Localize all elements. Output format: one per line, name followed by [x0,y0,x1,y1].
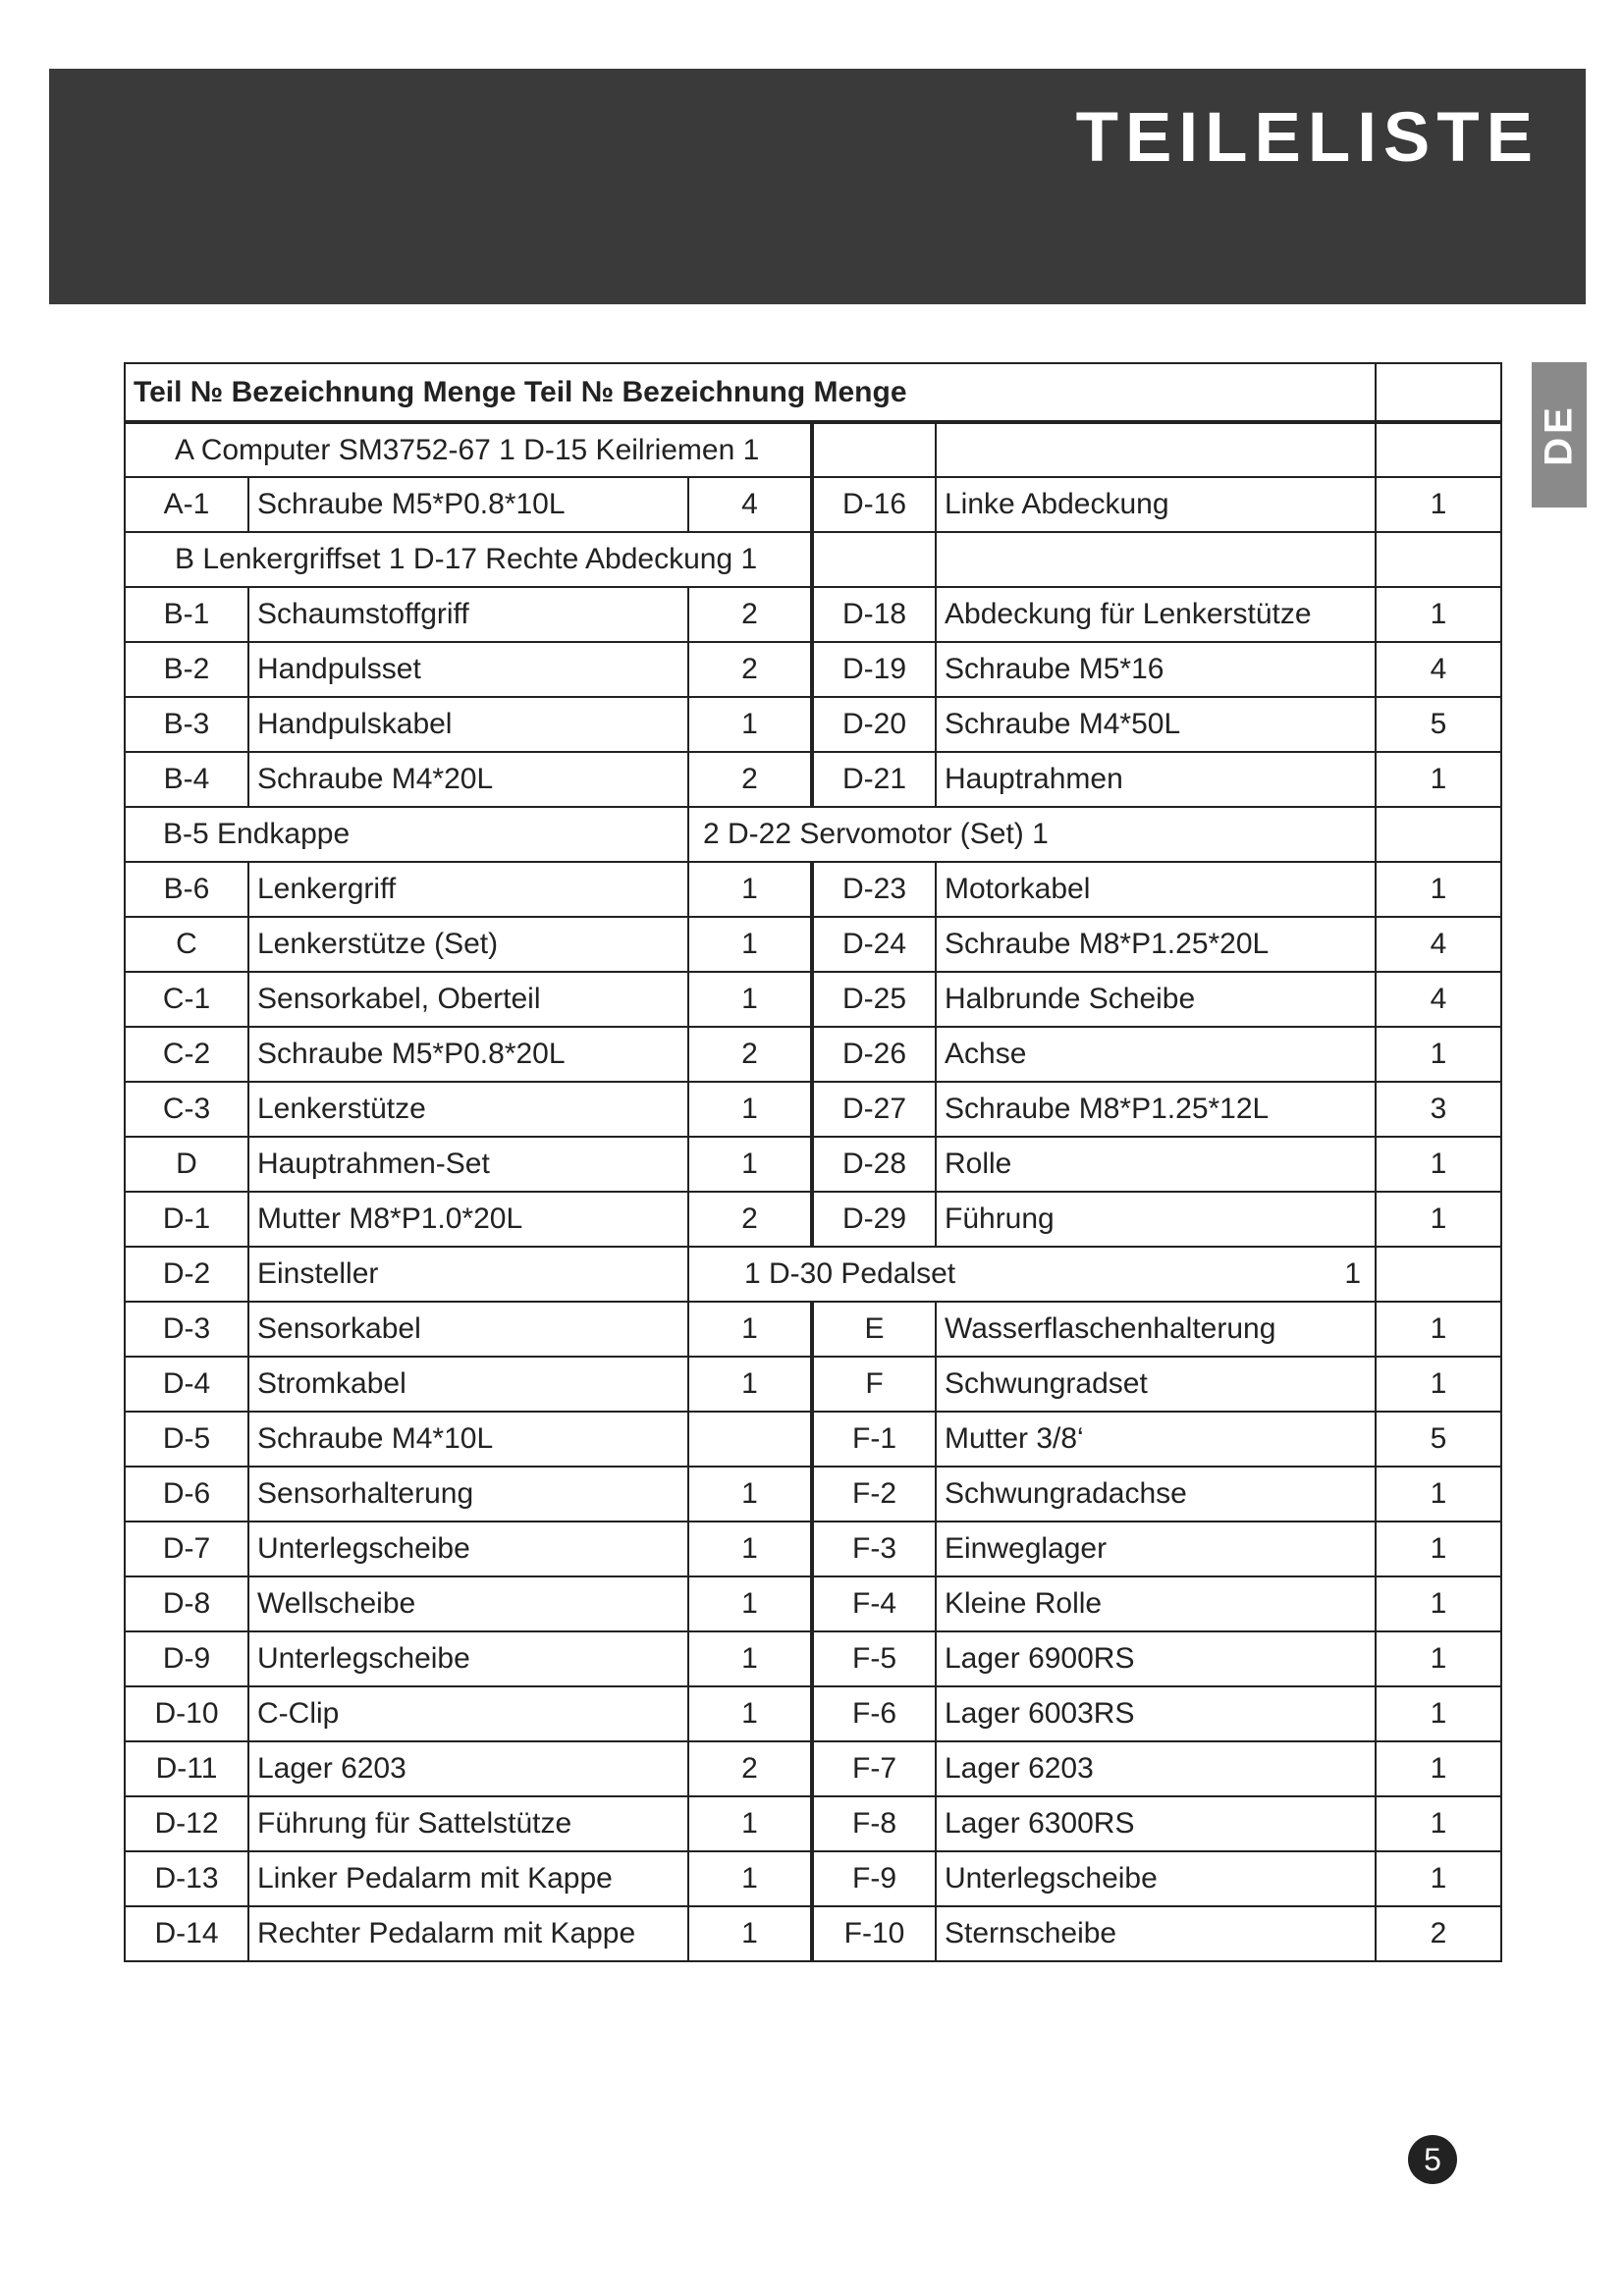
table-cell [1376,532,1501,587]
part-description: Unterlegscheibe [248,1522,688,1576]
part-number: D-23 [812,862,936,917]
part-description: Wasserflaschenhalterung [936,1302,1376,1357]
part-description: Schaumstoffgriff [248,587,688,642]
part-number: D-1 [125,1192,248,1247]
part-description: Lager 6203 [936,1741,1376,1796]
part-number: B-4 [125,752,248,807]
part-quantity: 1 [1376,1851,1501,1906]
table-merged-text: B Lenkergriffset 1 D-17 Rechte Abdeckung 1 [175,543,758,575]
table-merged-cell [688,807,1376,862]
table-merged-text: 1 D-30 Pedalset [744,1257,956,1290]
table-cell [1376,807,1501,862]
part-quantity: 5 [1376,1412,1501,1467]
part-description: Rolle [936,1137,1376,1192]
part-description: Schraube M5*P0.8*10L [248,477,688,532]
table-row [125,587,1501,642]
part-quantity: 1 [1376,1686,1501,1741]
part-quantity: 3 [1376,1082,1501,1137]
part-description: Sensorkabel, Oberteil [248,972,688,1027]
part-quantity: 1 [688,1631,812,1686]
part-quantity: 1 [1376,1357,1501,1412]
part-quantity: 1 [1376,1302,1501,1357]
part-number: D-18 [812,587,936,642]
part-number: D-19 [812,642,936,697]
table-row [125,1851,1501,1906]
part-number: D-11 [125,1741,248,1796]
table-row [125,532,1501,587]
part-description: Unterlegscheibe [248,1631,688,1686]
table-row [125,972,1501,1027]
table-cell [936,422,1376,477]
part-quantity: 1 [688,1357,812,1412]
part-number: D-6 [125,1467,248,1522]
part-number: D-28 [812,1137,936,1192]
part-number: B-6 [125,862,248,917]
table-row [125,917,1501,972]
table-row [125,1467,1501,1522]
part-description: Handpulskabel [248,697,688,752]
part-quantity: 1 [1376,1192,1501,1247]
part-description: Halbrunde Scheibe [936,972,1376,1027]
part-number: F-10 [812,1906,936,1961]
part-quantity: 1 [1376,1796,1501,1851]
part-number: D-2 [125,1247,248,1302]
part-number: F-7 [812,1741,936,1796]
part-number: D-12 [125,1796,248,1851]
table-cell [812,422,936,477]
table-row [125,1906,1501,1961]
part-description: Schraube M4*20L [248,752,688,807]
part-number: C-3 [125,1082,248,1137]
part-description: Handpulsset [248,642,688,697]
part-description: Kleine Rolle [936,1576,1376,1631]
page-number: 5 [1408,2135,1457,2184]
table-row [125,1686,1501,1741]
part-quantity: 2 [688,1741,812,1796]
table-row [125,1082,1501,1137]
table-row [125,697,1501,752]
part-number: F-9 [812,1851,936,1906]
part-description: Lager 6300RS [936,1796,1376,1851]
part-description: Stromkabel [248,1357,688,1412]
part-quantity: 1 [688,1906,812,1961]
part-description: Mutter 3/8‘ [936,1412,1376,1467]
part-quantity: 1 [688,1522,812,1576]
part-number: D-5 [125,1412,248,1467]
table-merged-text: A Computer SM3752-67 1 D-15 Keilriemen 1 [175,433,760,466]
part-number: B-3 [125,697,248,752]
part-quantity: 1 [1376,1522,1501,1576]
part-quantity: 1 [688,1576,812,1631]
part-description: Wellscheibe [248,1576,688,1631]
part-number: D-16 [812,477,936,532]
table-row [125,1522,1501,1576]
part-number: B-2 [125,642,248,697]
part-quantity: 1 [1376,1027,1501,1082]
part-quantity: 1 [688,1302,812,1357]
part-quantity: 2 [688,1192,812,1247]
part-quantity: 1 [688,1467,812,1522]
table-row [125,642,1501,697]
part-description: Führung [936,1192,1376,1247]
part-quantity: 1 [1376,1467,1501,1522]
part-number: C-2 [125,1027,248,1082]
part-number: E [812,1302,936,1357]
part-number: D-7 [125,1522,248,1576]
part-description: Sensorkabel [248,1302,688,1357]
part-description: Motorkabel [936,862,1376,917]
part-number: F-3 [812,1522,936,1576]
part-quantity: 1 [688,862,812,917]
part-description: C-Clip [248,1686,688,1741]
part-description: Einsteller [248,1247,688,1302]
part-quantity: 4 [1376,972,1501,1027]
part-number: D-9 [125,1631,248,1686]
part-number: D-14 [125,1906,248,1961]
table-cell [1376,1247,1501,1302]
part-number: D-13 [125,1851,248,1906]
part-number: B-1 [125,587,248,642]
part-number: D [125,1137,248,1192]
part-description: Lenkergriff [248,862,688,917]
table-row [125,1412,1501,1467]
part-description: Schraube M5*P0.8*20L [248,1027,688,1082]
part-quantity: 1 [688,1082,812,1137]
part-number: F-6 [812,1686,936,1741]
part-number: F-5 [812,1631,936,1686]
table-row [125,1357,1501,1412]
language-tab [1532,362,1587,507]
part-number: D-24 [812,917,936,972]
part-description: Einweglager [936,1522,1376,1576]
part-quantity: 1 [688,697,812,752]
part-description: Führung für Sattelstütze [248,1796,688,1851]
part-number: F-1 [812,1412,936,1467]
part-description: Linke Abdeckung [936,477,1376,532]
table-cell [1376,422,1501,477]
table-row [125,1741,1501,1796]
table-row [125,1796,1501,1851]
table-cell [936,532,1376,587]
part-description: Schwungradset [936,1357,1376,1412]
part-description: Sensorhalterung [248,1467,688,1522]
table-row [125,1247,1501,1302]
table-row [125,1192,1501,1247]
table-row [125,1302,1501,1357]
part-quantity: 1 [688,1137,812,1192]
part-description: Mutter M8*P1.0*20L [248,1192,688,1247]
table-row [125,1137,1501,1192]
part-quantity: 2 [688,642,812,697]
part-quantity: 1 [1376,1631,1501,1686]
part-description: Abdeckung für Lenkerstütze [936,587,1376,642]
part-number: D-29 [812,1192,936,1247]
part-quantity: 1 [1376,1137,1501,1192]
part-number: D-20 [812,697,936,752]
part-description: Lager 6003RS [936,1686,1376,1741]
part-quantity: 5 [1376,697,1501,752]
table-row [125,477,1501,532]
part-description: Lenkerstütze [248,1082,688,1137]
part-quantity: 4 [688,477,812,532]
part-quantity [688,1412,812,1467]
part-number: C [125,917,248,972]
table-merged-cell [688,1247,1376,1302]
part-quantity: 4 [1376,642,1501,697]
part-quantity: 2 [688,1027,812,1082]
part-quantity: 2 [1376,1906,1501,1961]
parts-table [124,362,1502,1962]
part-number: D-3 [125,1302,248,1357]
part-quantity: 2 [688,752,812,807]
table-row [125,752,1501,807]
table-merged-text: 1 [1344,1257,1361,1290]
part-description: Schraube M8*P1.25*20L [936,917,1376,972]
part-number: D-10 [125,1686,248,1741]
table-row [125,1631,1501,1686]
part-number: D-25 [812,972,936,1027]
part-quantity: 1 [1376,862,1501,917]
part-number: F [812,1357,936,1412]
part-number: F-4 [812,1576,936,1631]
table-row [125,1576,1501,1631]
part-description: Schraube M8*P1.25*12L [936,1082,1376,1137]
table-merged-cell [125,532,812,587]
page-title: TEILELISTE [1075,99,1540,177]
part-description: Lenkerstütze (Set) [248,917,688,972]
part-number: A-1 [125,477,248,532]
part-description: Hauptrahmen [936,752,1376,807]
table-header-text: Teil № Bezeichnung Menge Teil № Bezeichnung Menge [134,375,907,408]
part-description: Achse [936,1027,1376,1082]
table-merged-text: 2 D-22 Servomotor (Set) 1 [703,818,1049,850]
part-quantity: 1 [688,972,812,1027]
part-description: Sternscheibe [936,1906,1376,1961]
table-row [125,807,1501,862]
table-header-cell [125,363,1376,422]
table-row [125,862,1501,917]
part-number: D-8 [125,1576,248,1631]
part-number: D-21 [812,752,936,807]
part-description: Schraube M5*16 [936,642,1376,697]
table-cell [812,532,936,587]
part-description: Schraube M4*10L [248,1412,688,1467]
language-tab-label: DE [1537,403,1581,466]
part-number: D-4 [125,1357,248,1412]
part-description: Schwungradachse [936,1467,1376,1522]
part-description: Lager 6900RS [936,1631,1376,1686]
table-cell [1376,363,1501,422]
part-description: Lager 6203 [248,1741,688,1796]
table-row [125,1027,1501,1082]
part-quantity: 1 [1376,752,1501,807]
part-quantity: 1 [1376,587,1501,642]
part-quantity: 1 [1376,1576,1501,1631]
part-quantity: 4 [1376,917,1501,972]
part-description: Schraube M4*50L [936,697,1376,752]
part-description: Unterlegscheibe [936,1851,1376,1906]
part-quantity: 1 [1376,477,1501,532]
part-description: Linker Pedalarm mit Kappe [248,1851,688,1906]
part-quantity: 2 [688,587,812,642]
part-quantity: 1 [688,917,812,972]
part-number: F-2 [812,1467,936,1522]
part-number: C-1 [125,972,248,1027]
table-merged-cell [125,422,812,477]
part-number: F-8 [812,1796,936,1851]
table-merged-text: B-5 Endkappe [163,818,351,850]
part-quantity: 1 [688,1796,812,1851]
part-quantity: 1 [688,1686,812,1741]
part-quantity: 1 [688,1851,812,1906]
table-header-row [125,363,1501,422]
table-merged-cell [125,807,688,862]
part-quantity: 1 [1376,1741,1501,1796]
part-description: Hauptrahmen-Set [248,1137,688,1192]
part-description: Rechter Pedalarm mit Kappe [248,1906,688,1961]
table-row [125,422,1501,477]
part-number: D-26 [812,1027,936,1082]
part-number: D-27 [812,1082,936,1137]
